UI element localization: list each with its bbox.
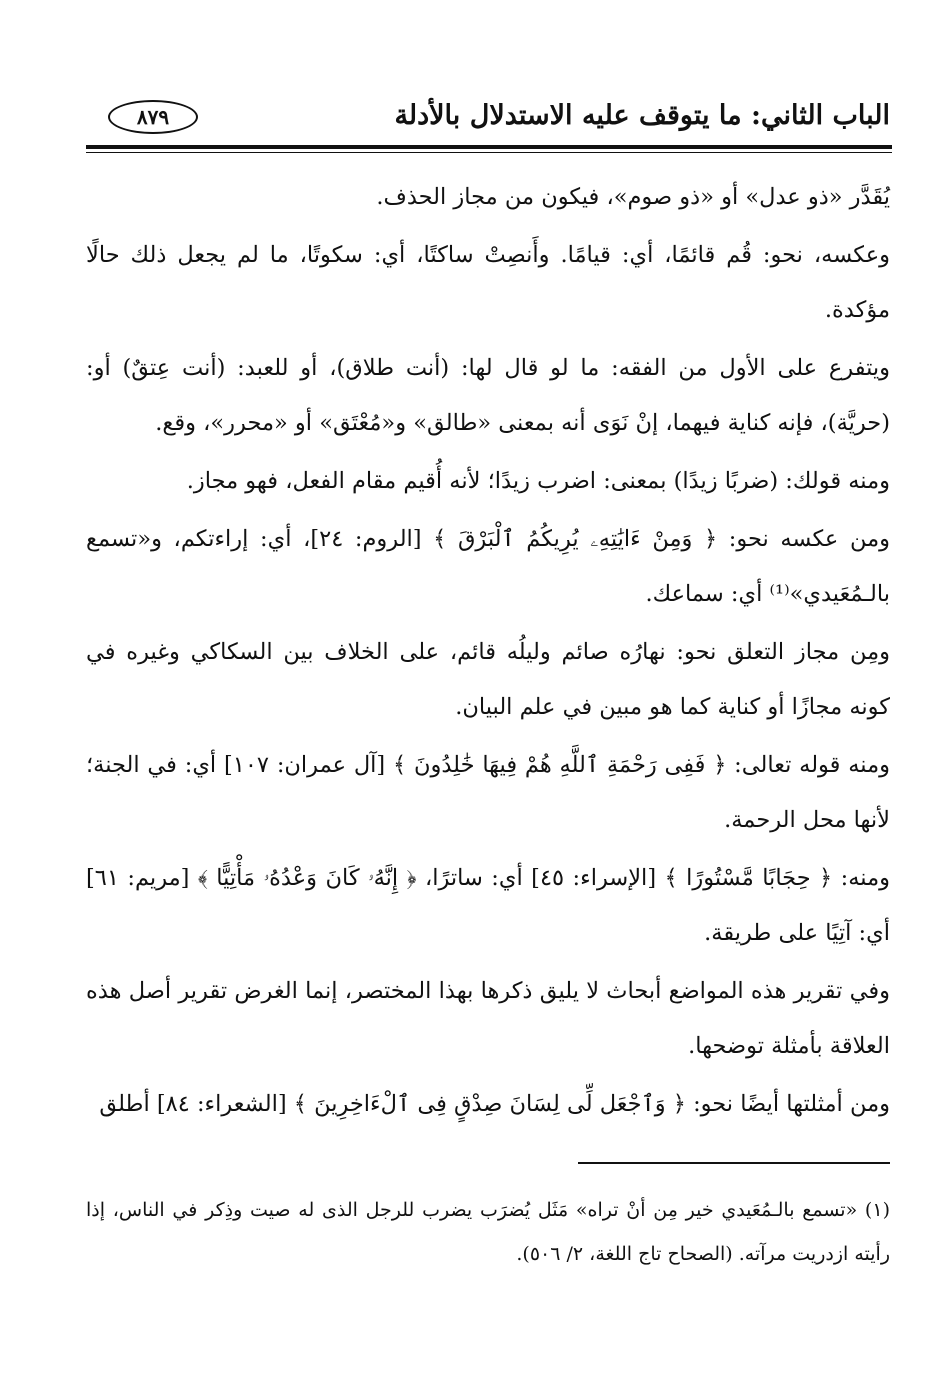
paragraph: ويتفرع على الأول من الفقه: ما لو قال لها: (أنت طلاق)، أو للعبد: (أنت عِتقٌ) أو: (حريَّة)، فإنه كناية فيهما، إنْ نَوَى أنه بمعنى «طالق» و«مُعْتَق» أو «محرر»، وقع. xyxy=(86,355,890,436)
paragraph: ومنه قوله تعالى: ﴿ فَفِى رَحْمَةِ ٱللَّهِ هُمْ فِيهَا خَٰلِدُونَ ﴾ [آل عمران: ١٠٧] أي: في الجنة؛ لأنها محل الرحمة. xyxy=(86,752,891,833)
body-text xyxy=(86,170,890,1135)
paragraph: ومن عكسه نحو: ﴿ وَمِنْ ءَايَٰتِهِۦ يُرِيكُمُ ٱلْبَرْقَ ﴾ [الروم: ٢٤]، أي: إراءتكم، و«تسمع بالـمُعَيدي»⁽¹⁾ أي: سماعك. xyxy=(86,526,890,607)
header-rule-thin xyxy=(86,152,892,153)
paragraph: ومنه قولك: (ضربًا زيدًا) بمعنى: اضرب زيدًا؛ لأنه أُقيم مقام الفعل، فهو مجاز. xyxy=(186,468,890,494)
paragraph: ومنه: ﴿ حِجَابًا مَّسْتُورًا ﴾ [الإسراء: ٤٥] أي: ساترًا، ﴿ إِنَّهُۥ كَانَ وَعْدُهُۥ مَأْتِيًّا ﴾ [مريم: ٦١] أي: آتِيًا على طريقة. xyxy=(86,865,890,946)
page-header xyxy=(88,96,890,146)
footnote-separator xyxy=(578,1162,890,1164)
paragraph: وعكسه، نحو: قُم قائمًا، أي: قيامًا. وأَنصِتْ ساكتًا، أي: سكوتًا، ما لم يجعل ذلك حالًا مؤكدة. xyxy=(86,242,890,323)
paragraph: يُقَدَّر «ذو عدل» أو «ذو صوم»، فيكون من مجاز الحذف. xyxy=(376,184,890,210)
footnote: (١) «تسمع بالـمُعَيدي خير مِن أنْ تراه» مَثَل يُضرَب يضرب للرجل الذى له صيت وذِكر في الناس، إذا رأيته ازدريت مرآته. (الصحاح تاج اللغة، ٢/ ٥٠٦). xyxy=(86,1199,890,1265)
header-rule-thick xyxy=(86,145,892,149)
paragraph: ومِن مجاز التعلق نحو: نهارُه صائم وليلُه قائم، على الخلاف بين السكاكي وغيره في كونه مجازًا أو كناية كما هو مبين في علم البيان. xyxy=(86,639,890,720)
paragraph: ومن أمثلتها أيضًا نحو: ﴿ وَٱجْعَل لِّى لِسَانَ صِدْقٍ فِى ٱلْءَاخِرِينَ ﴾ [الشعراء: ٨٤] أطلق xyxy=(99,1091,890,1117)
page-number: ٨٧٩ xyxy=(108,100,198,134)
paragraph: وفي تقرير هذه المواضع أبحاث لا يليق ذكرها بهذا المختصر، إنما الغرض تقرير أصل هذه العلاقة بأمثلة توضحها. xyxy=(86,978,890,1059)
footnotes xyxy=(86,1188,890,1276)
running-title: الباب الثاني: ما يتوقف عليه الاستدلال بالأدلة xyxy=(394,100,890,131)
